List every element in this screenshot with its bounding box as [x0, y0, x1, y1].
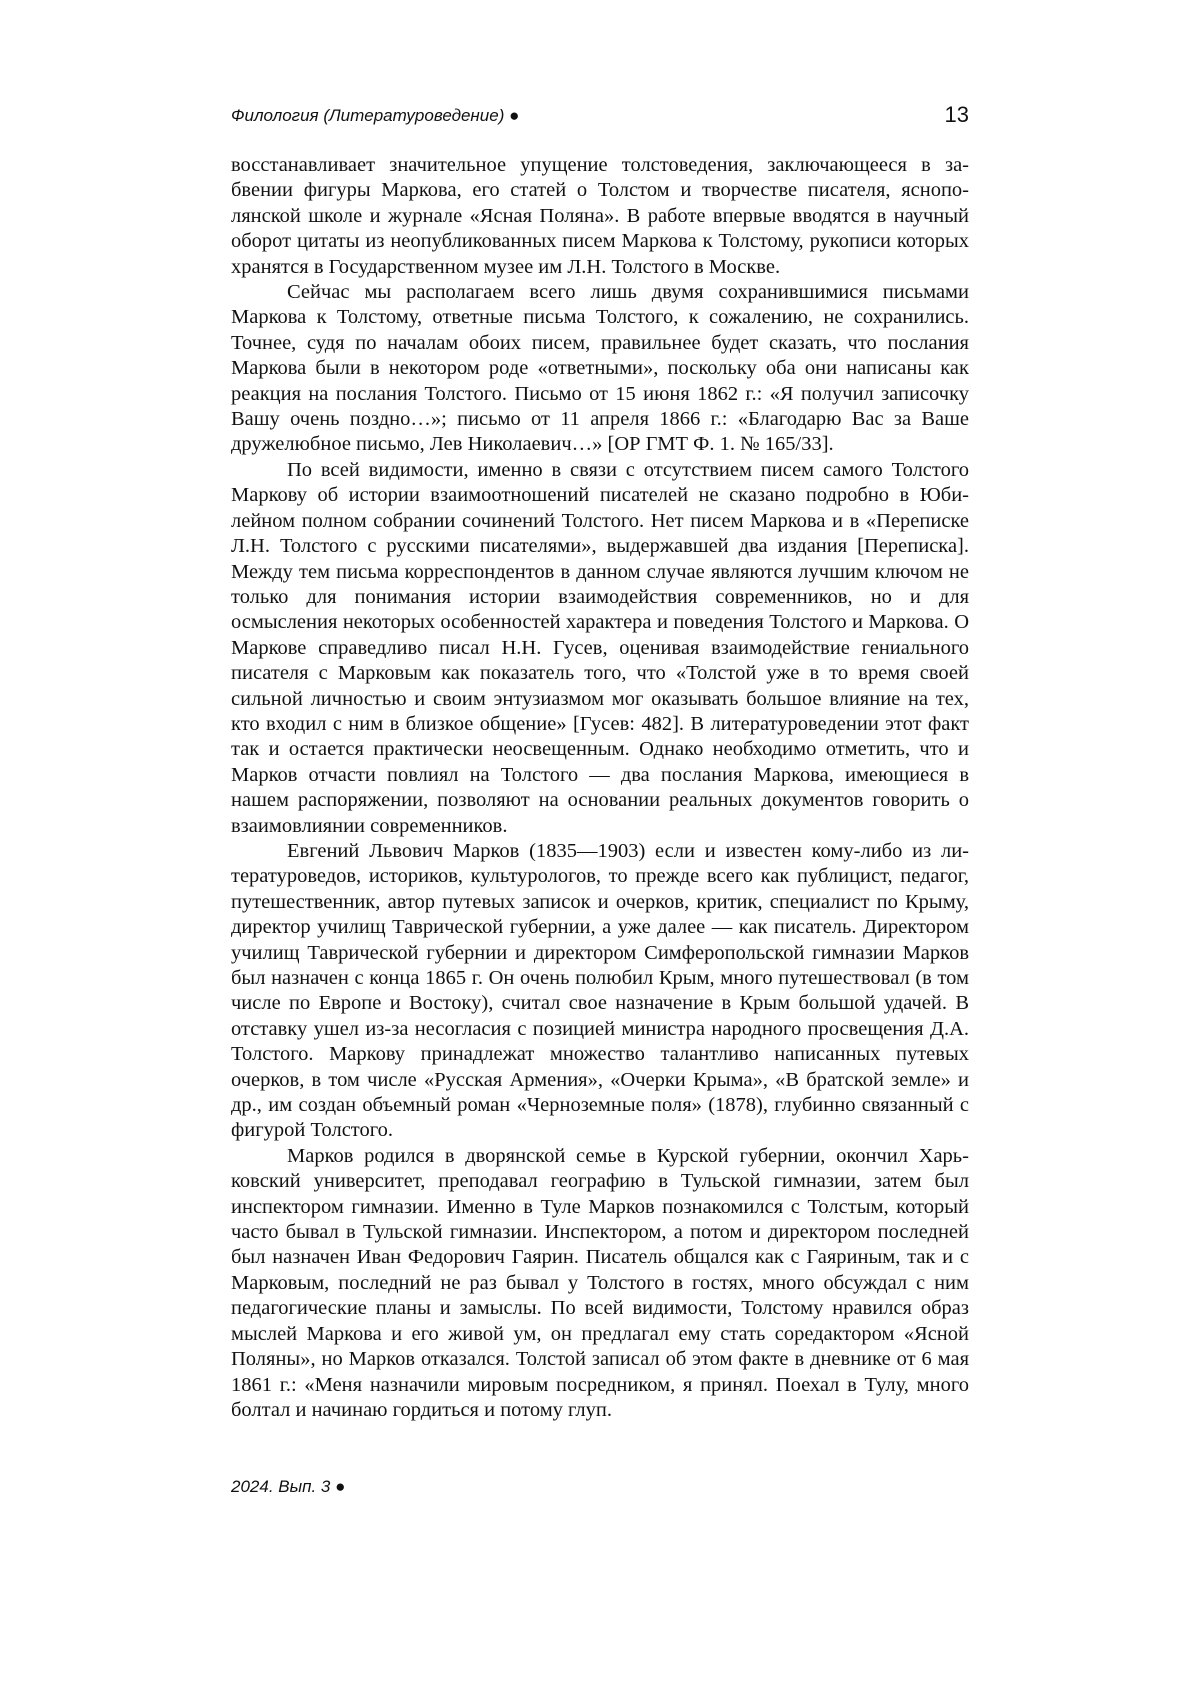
journal-section-title: Филология (Литературоведение) ●	[231, 106, 519, 126]
running-footer: 2024. Вып. 3 ●	[231, 1477, 345, 1497]
paragraph-correspondence: По всей видимости, именно в связи с отсутствием писем самого Толстого Маркову об истории взаимоотношений писателей не сказано подробно в Юби­лейном полном собрании сочинений Толстого. Нет писем Маркова и в «Пере­писке Л.Н. Толстого с русскими писателями», выдержавшей два издания [Пере­писка]. Между тем письма корреспондентов в данном случае являются лучшим ключом не только для понимания истории взаимодействия современников, но и для осмысления некоторых особенностей характера и поведения Толстого и Маркова. О Маркове справедливо писал Н.Н. Гусев, оценивая взаимодействие гениального писателя с Марковым как показатель того, что «Толстой уже в то время своей сильной личностью и своим энтузиазмом мог оказывать большое влияние на тех, кто входил с ним в близкое общение» [Гусев: 482]. В литерату­роведении этот факт так и остается практически неосвещенным. Однако необ­ходимо отметить, что и Марков отчасти повлиял на Толстого — два послания Маркова, имеющиеся в нашем распоряжении, позволяют на основании реаль­ных документов говорить о взаимовлиянии современников.	[231, 458, 969, 839]
paragraph-markov-tula: Марков родился в дворянской семье в Курской губернии, окончил Харь­ковский университет, преподавал географию в Тульской гимназии, затем был инспектором гимназии. Именно в Туле Марков познакомился с Толстым, кото­рый часто бывал в Тульской гимназии. Инспектором, а потом и директором по­следней был назначен Иван Федорович Гаярин. Писатель общался как с Гаяри­ным, так и с Марковым, последний не раз бывал у Толстого в гостях, много обсуждал с ним педагогические планы и замыслы. По всей видимости, Толстому нравился образ мыслей Маркова и его живой ум, он предлагал ему стать соре­дактором «Ясной Поляны», но Марков отказался. Толстой записал об этом факте в дневнике от 6 мая 1861 г.: «Меня назначили мировым посредником, я принял. Поехал в Тулу, много болтал и начинаю гордиться и потому глуп.	[231, 1144, 969, 1423]
paragraph-letters: Сейчас мы располагаем всего лишь двумя сохранившимися письмами Маркова к Толстому, ответные письма Толстого, к сожалению, не сохранились. Точнее, судя по началам обоих писем, правильнее будет сказать, что послания Маркова были в некотором роде «ответными», поскольку оба они написаны как реакция на послания Толстого. Письмо от 15 июня 1862 г.: «Я получил запи­сочку Вашу очень поздно…»; письмо от 11 апреля 1866 г.: «Благодарю Вас за Ваше дружелюбное письмо, Лев Николаевич…» [ОР ГМТ Ф. 1. № 165/33].	[231, 280, 969, 458]
running-header	[231, 104, 969, 134]
paragraph-continued: восстанавливает значительное упущение толстоведения, заключающееся в за­бвении фигуры Маркова, его статей о Толстом и творчестве писателя, яснопо­лянской школе и журнале «Ясная Поляна». В работе впервые вводятся в науч­ный оборот цитаты из неопубликованных писем Маркова к Толстому, рукописи которых хранятся в Государственном музее им Л.Н. Толстого в Москве.	[231, 153, 969, 280]
paragraph-markov-biography: Евгений Львович Марков (1835—1903) если и известен кому-либо из ли­тературоведов, историков, культурологов, то прежде всего как публицист, пе­дагог, путешественник, автор путевых записок и очерков, критик, специалист по Крыму, директор училищ Таврической губернии, а уже далее — как писа­тель. Директором училищ Таврической губернии и директором Симферополь­ской гимназии Марков был назначен с конца 1865 г. Он очень полюбил Крым, много путешествовал (в том числе по Европе и Востоку), считал свое назначе­ние в Крым большой удачей. В отставку ушел из-за несогласия с позицией ми­нистра народного просвещения Д.А. Толстого. Маркову принадлежат множе­ство талантливо написанных путевых очерков, в том числе «Русская Армения», «Очерки Крыма», «В братской земле» и др., им создан объемный роман «Черноземные поля» (1878), глубинно связанный с фигурой Толстого.	[231, 839, 969, 1144]
journal-page	[0, 0, 1200, 1697]
article-body	[231, 153, 969, 1423]
page-number: 13	[945, 102, 969, 128]
